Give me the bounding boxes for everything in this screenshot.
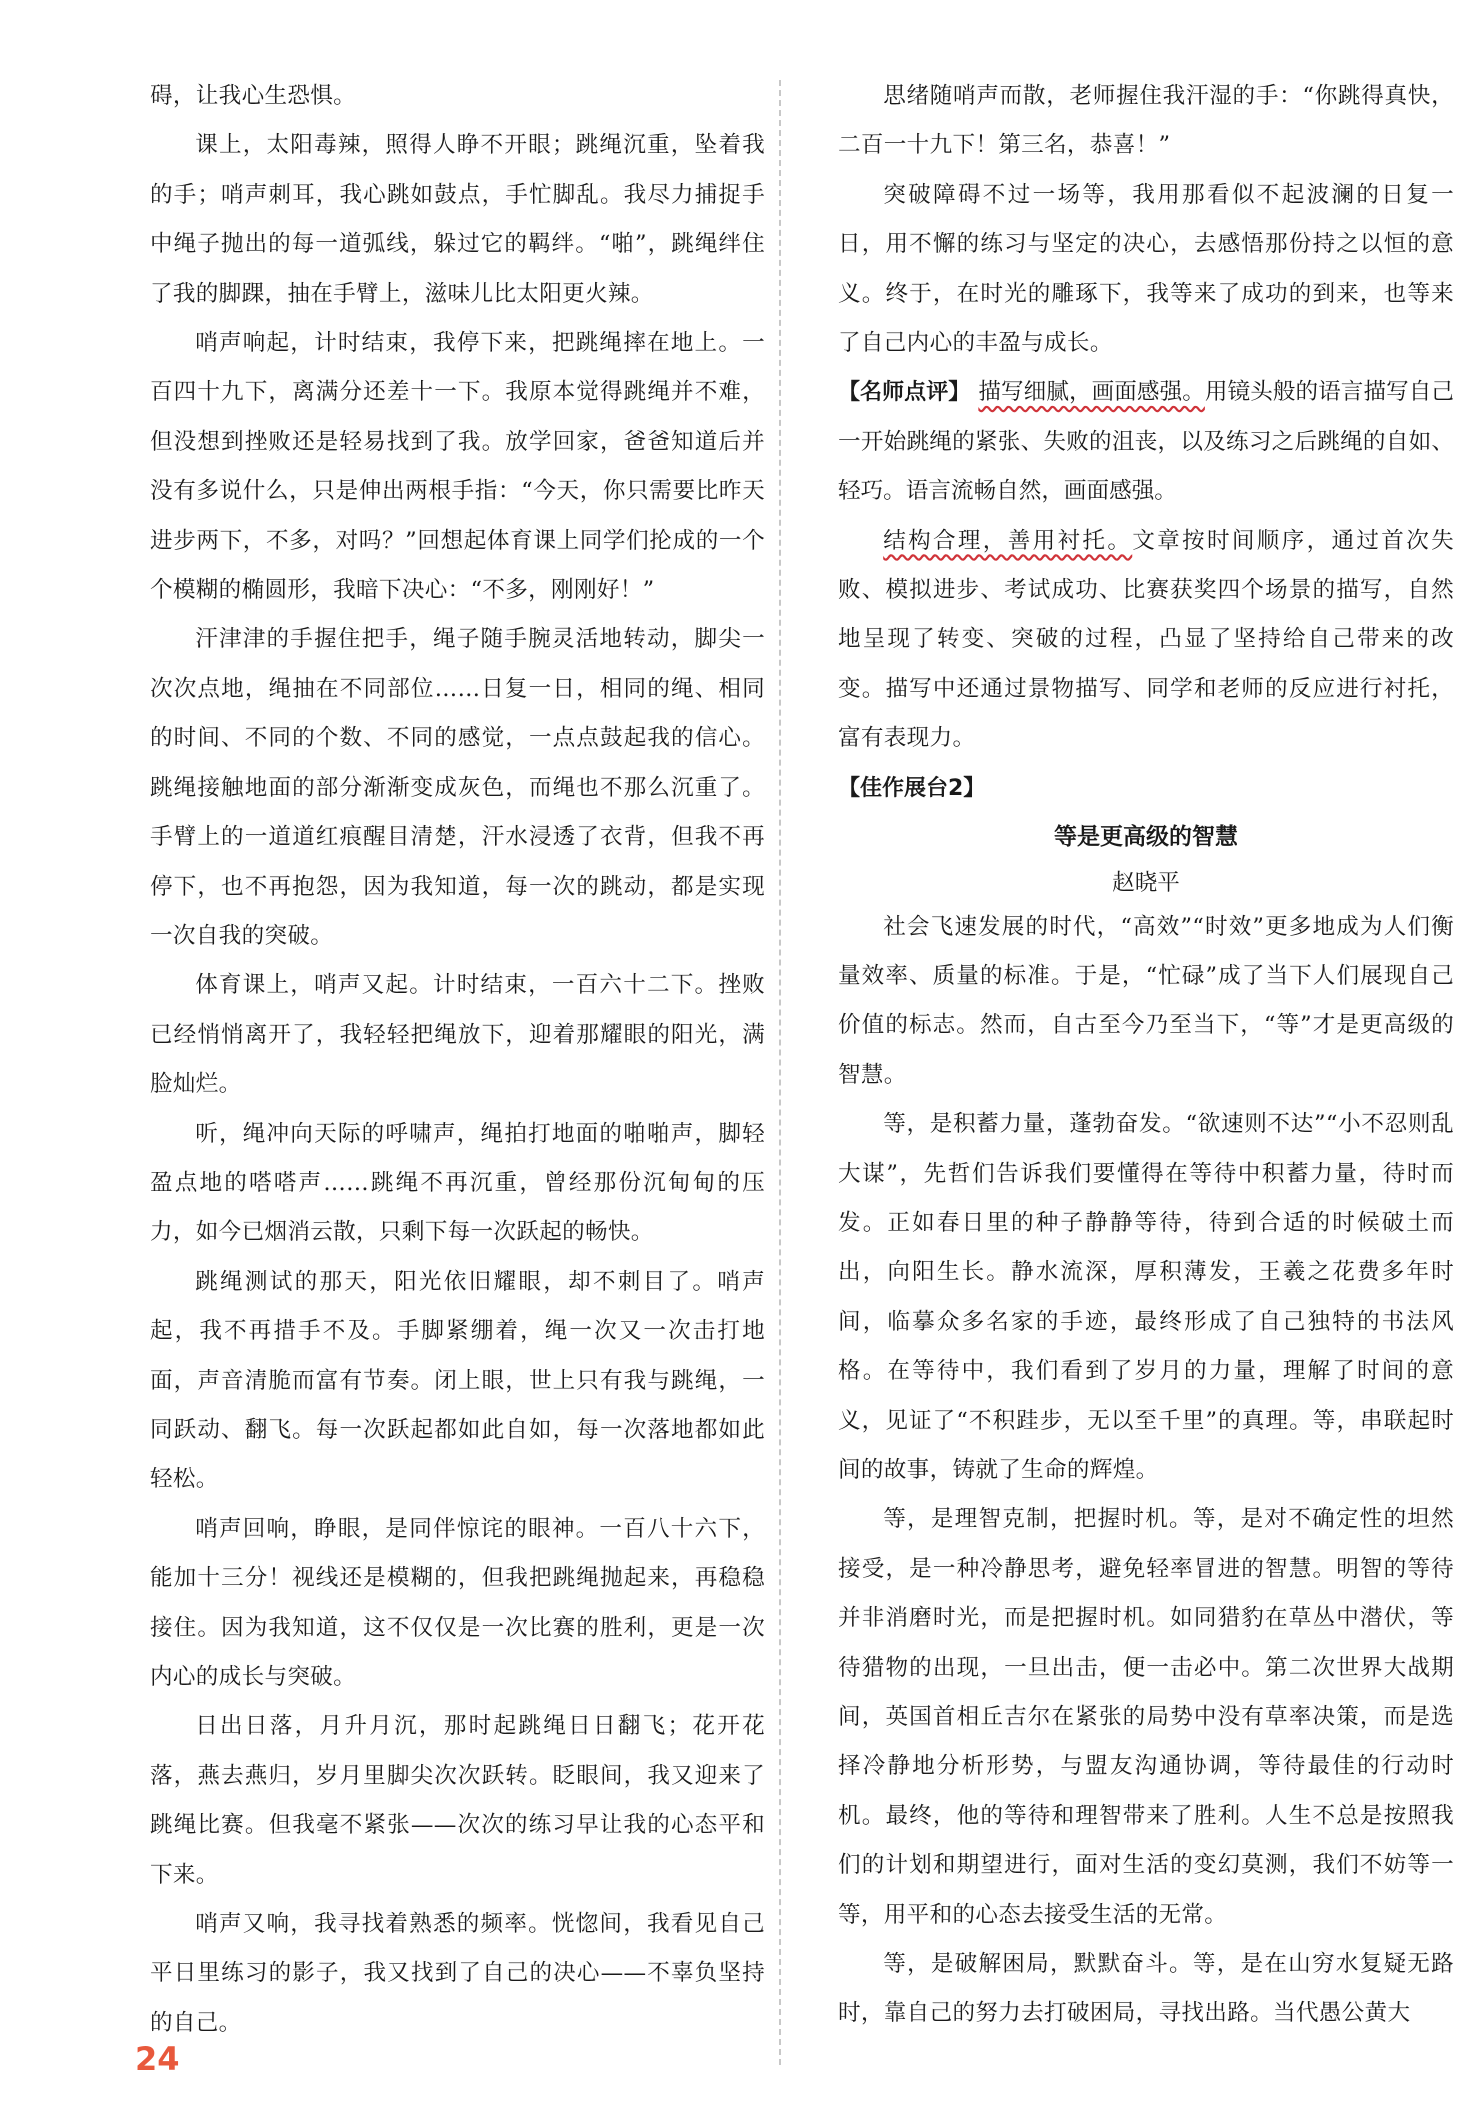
essay-paragraph: 课上，太阳毒辣，照得人睁不开眼；跳绳沉重，坠着我的手；哨声刺耳，我心跳如鼓点，手忙脚乱。我尽力捕捉手中绳子抛出的每一道弧线，躲过它的羁绊。“啪”，跳绳绊住了我的脚踝，抽在手臂上，滋味儿比太阳更火辣。 (150, 132, 765, 307)
essay-paragraph: 日出日落，月升月沉，那时起跳绳日日翻飞；花开花落，燕去燕归，岁月里脚尖次次跃转。眨眼间，我又迎来了跳绳比赛。但我毫不紧张——次次的练习早让我的心态平和下来。 (150, 1713, 765, 1888)
teacher-review (838, 368, 1454, 763)
essay-paragraph: 思绪随哨声而散，老师握住我汗湿的手：“你跳得真快，二百一十九下！第三名，恭喜！” (838, 83, 1454, 159)
essay-paragraph: 等，是积蓄力量，蓬勃奋发。“欲速则不达”“小不忍则乱大谋”，先哲们告诉我们要懂得在等待中积蓄力量，待时而发。正如春日里的种子静静等待，待到合适的时候破土而出，向阳生长。静水流深，厚积薄发，王羲之花费多年时间，临摹众多名家的手迹，最终形成了自己独特的书法风格。在等待中，我们看到了岁月的力量，理解了时间的意义，见证了“不积跬步，无以至千里”的真理。等，串联起时间的故事，铸就了生命的辉煌。 (838, 1111, 1454, 1483)
review-highlight: 结构合理，善用衬托。 (883, 527, 1133, 554)
essay-title: 等是更高级的智慧 (1054, 824, 1238, 851)
essay-paragraph: 体育课上，哨声又起。计时结束，一百六十二下。挫败已经悄悄离开了，我轻轻把绳放下，迎着那耀眼的阳光，满脸灿烂。 (150, 972, 765, 1098)
essay-paragraph: 哨声又响，我寻找着熟悉的频率。恍惚间，我看见自己平日里练习的影子，我又找到了自己的决心——不辜负坚持的自己。 (150, 1911, 765, 2036)
essay-paragraph: 听，绳冲向天际的呼啸声，绳拍打地面的啪啪声，脚轻盈点地的嗒嗒声……跳绳不再沉重，曾经那份沉甸甸的压力，如今已烟消云散，只剩下每一次跃起的畅快。 (150, 1120, 765, 1246)
essay-paragraph: 突破障碍不过一场等，我用那看似不起波澜的日复一日，用不懈的练习与坚定的决心，去感悟那份持之以恒的意义。终于，在时光的雕琢下，我等来了成功的到来，也等来了自己内心的丰盈与成长。 (838, 181, 1454, 357)
review-highlight: 描写细腻，画面感强。 (978, 379, 1205, 406)
essay-paragraph: 碍，让我心生恐惧。 (150, 83, 357, 109)
review-text: 文章按时间顺序，通过首次失败、模拟进步、考试成功、比赛获奖四个场景的描写，自然地呈现了转变、突破的过程，凸显了坚持给自己带来的改变。描写中还通过景物描写、同学和老师的反应进行衬托，富有表现力。 (838, 527, 1455, 752)
essay-paragraph: 社会飞速发展的时代，“高效”“时效”更多地成为人们衡量效率、质量的标准。于是，“忙碌”成了当下人们展现自己价值的标志。然而，自古至今乃至当下，“等”才是更高级的智慧。 (838, 913, 1454, 1088)
essay-author: 赵晓平 (1112, 869, 1180, 896)
column-divider (779, 80, 781, 2065)
essay-paragraph: 跳绳测试的那天，阳光依旧耀眼，却不刺目了。哨声起，我不再措手不及。手脚紧绷着，绳一次又一次击打地面，声音清脆而富有节奏。闭上眼，世上只有我与跳绳，一同跃动、翻飞。每一次跃起都如此自如，每一次落地都如此轻松。 (150, 1268, 765, 1493)
section-label: 【佳作展台2】 (838, 775, 986, 801)
review-text: 用镜头般的语言描写自己一开始跳绳的紧张、失败的沮丧，以及练习之后跳绳的自如、轻巧。语言流畅自然，画面感强。 (838, 379, 1455, 505)
essay-paragraph: 等，是破解困局，默默奋斗。等，是在山穷水复疑无路时，靠自己的努力去打破困局，寻找出路。当代愚公黄大 (838, 1951, 1454, 2027)
essay-paragraph: 汗津津的手握住把手，绳子随手腕灵活地转动，脚尖一次次点地，绳抽在不同部位……日复一日，相同的绳、相同的时间、不同的个数、不同的感觉，一点点鼓起我的信心。跳绳接触地面的部分渐渐变成灰色，而绳也不那么沉重了。手臂上的一道道红痕醒目清楚，汗水浸透了衣背，但我不再停下，也不再抱怨，因为我知道，每一次的跳动，都是实现一次自我的突破。 (150, 626, 765, 949)
essay-paragraph: 哨声回响，睁眼，是同伴惊诧的眼神。一百八十六下，能加十三分！视线还是模糊的，但我把跳绳抛起来，再稳稳接住。因为我知道，这不仅仅是一次比赛的胜利，更是一次内心的成长与突破。 (150, 1515, 765, 1690)
review-paragraph (838, 517, 1454, 764)
essay-paragraph: 等，是理智克制，把握时机。等，是对不确定性的坦然接受，是一种冷静思考，避免轻率冒进的智慧。明智的等待并非消磨时光，而是把握时机。如同猎豹在草丛中潜伏，等待猎物的出现，一旦出击，便一击必中。第二次世界大战期间，英国首相丘吉尔在紧张的局势中没有草率决策，而是选择冷静地分析形势，与盟友沟通协调，等待最佳的行动时机。最终，他的等待和理智带来了胜利。人生不总是按照我们的计划和期望进行，面对生活的变幻莫测，我们不妨等一等，用平和的心态去接受生活的无常。 (838, 1506, 1454, 1928)
review-paragraph (838, 368, 1454, 516)
page-number: 24 (135, 2040, 180, 2078)
review-tag: 【名师点评】 (838, 380, 971, 406)
left-column (150, 72, 765, 2048)
essay-paragraph: 哨声响起，计时结束，我停下来，把跳绳摔在地上。一百四十九下，离满分还差十一下。我原本觉得跳绳并不难，但没想到挫败还是轻易找到了我。放学回家，爸爸知道后并没有多说什么，只是伸出两根手指：“今天，你只需要比昨天进步两下，不多，对吗？”回想起体育课上同学们抡成的一个个模糊的椭圆形，我暗下决心：“不多，刚刚好！” (150, 330, 765, 604)
right-column (838, 72, 1454, 2039)
